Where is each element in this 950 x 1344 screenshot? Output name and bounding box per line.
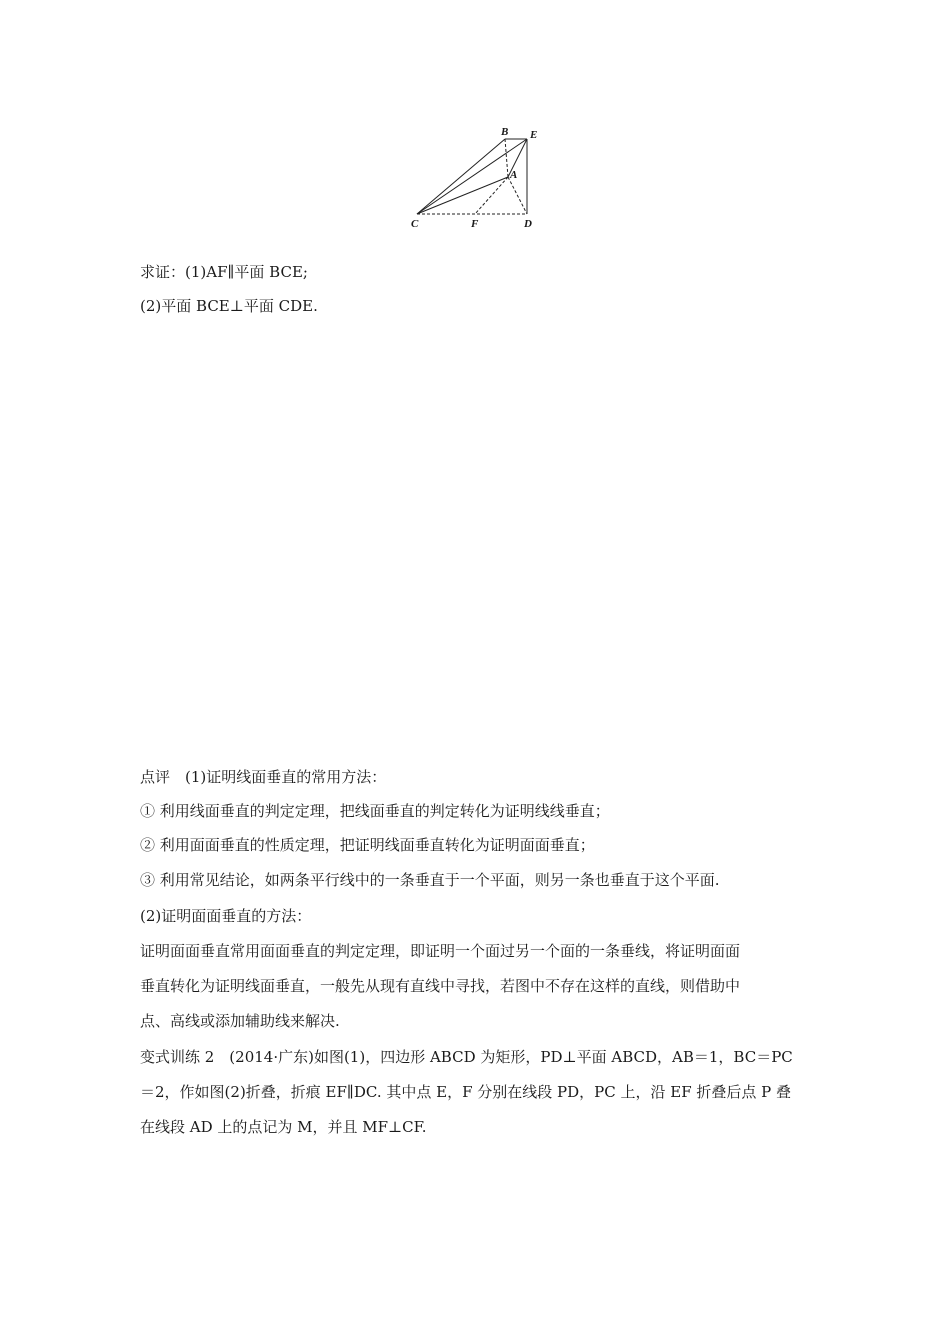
review-item-3: ③ 利用常见结论，如两条平行线中的一条垂直于一个平面，则另一条也垂直于这个平面.: [140, 871, 720, 889]
label-B: B: [501, 126, 509, 138]
review-item-1: ① 利用线面垂直的判定定理，把线面垂直的判定转化为证明线线垂直；: [140, 802, 610, 820]
exercise-line-2: ＝2，作如图(2)折叠，折痕 EF∥DC. 其中点 E，F 分别在线段 PD，PC 上，沿 EF 折叠后点 P 叠: [140, 1083, 791, 1101]
review-part2-line-2: 垂直转化为证明线面垂直，一般先从现有直线中寻找，若图中不存在这样的直线，则借助中: [140, 977, 741, 995]
proof-line-2: (2)平面 BCE⊥平面 CDE.: [140, 297, 318, 315]
proof-line-1: 求证：(1)AF∥平面 BCE;: [140, 263, 308, 281]
edge-AF: [475, 177, 508, 214]
review-part2-line-3: 点、高线或添加辅助线来解决.: [140, 1012, 340, 1030]
review-part2-line-1: 证明面面垂直常用面面垂直的判定定理，即证明一个面过另一个面的一条垂线，将证明面面: [140, 942, 741, 960]
label-D: D: [524, 218, 532, 230]
label-A: A: [510, 169, 518, 181]
geometry-diagram: [405, 122, 555, 234]
review-heading: 点评 (1)证明线面垂直的常用方法：: [140, 768, 387, 786]
edge-CB: [417, 139, 505, 214]
geometry-figure: [405, 122, 555, 234]
exercise-line-3: 在线段 AD 上的点记为 M，并且 MF⊥CF.: [140, 1118, 427, 1136]
label-F: F: [471, 218, 479, 230]
edge-BA: [505, 139, 508, 177]
label-E: E: [530, 129, 538, 141]
exercise-line-1: 变式训练 2 (2014·广东)如图(1)，四边形 ABCD 为矩形，PD⊥平面 ABCD，AB＝1，BC＝PC: [140, 1048, 793, 1066]
review-item-2: ② 利用面面垂直的性质定理，把证明线面垂直转化为证明面面垂直；: [140, 836, 595, 854]
label-C: C: [411, 218, 419, 230]
edge-AD: [508, 177, 527, 214]
review-part2-heading: (2)证明面面垂直的方法：: [140, 907, 312, 925]
